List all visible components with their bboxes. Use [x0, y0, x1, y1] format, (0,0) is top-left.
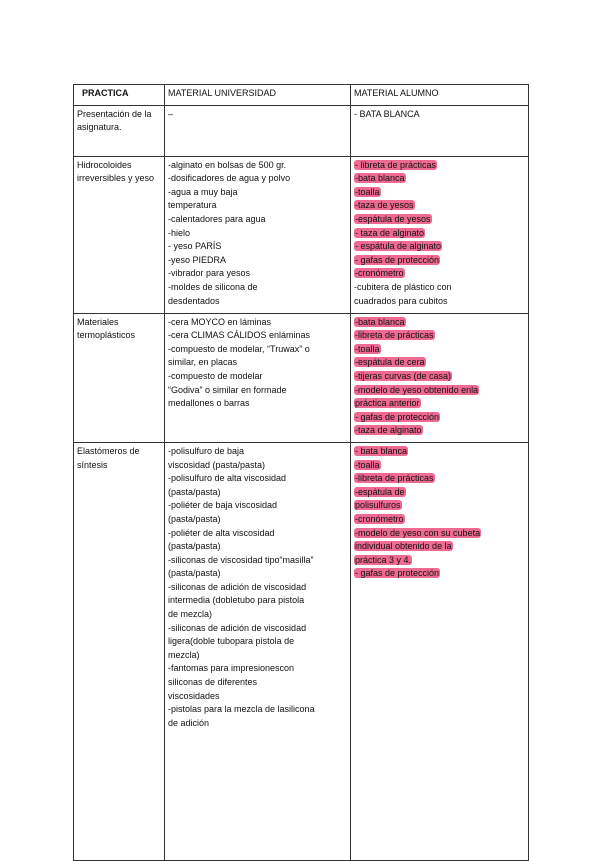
universidad-item: -poliéter de baja viscosidad: [168, 500, 278, 511]
alumno-item: -cubitera de plástico con: [354, 281, 452, 292]
universidad-item: medallones o barras: [168, 398, 250, 409]
alumno-line: [354, 411, 525, 425]
alumno-line: [354, 343, 525, 357]
header-material-universidad: MATERIAL UNIVERSIDAD: [165, 85, 351, 106]
alumno-item-highlighted: individual obtenido de la: [355, 541, 452, 552]
universidad-item: (pasta/pasta): [168, 568, 221, 579]
universidad-item: -fantomas para impresionescon: [168, 663, 295, 674]
cell-practica: [74, 313, 165, 442]
universidad-item: temperatura: [168, 200, 217, 211]
alumno-item-highlighted: -taza de yesos: [355, 200, 414, 211]
universidad-item: -compuesto de modelar: [168, 370, 263, 381]
alumno-line: [354, 499, 525, 513]
universidad-item: mezcla): [168, 649, 200, 660]
alumno-item-highlighted: - gafas de protección: [355, 254, 440, 265]
cell-practica: [74, 156, 165, 313]
cell-material-alumno: [351, 442, 529, 860]
universidad-item: -siliconas de adición de viscosidad: [168, 622, 307, 633]
alumno-item-highlighted: -espátula de cera: [355, 357, 425, 368]
alumno-item-highlighted: -cronómetro: [355, 513, 404, 524]
cell-material-universidad: [165, 105, 351, 156]
table-row: [74, 313, 529, 442]
alumno-line: [354, 267, 525, 281]
universidad-item: -pistolas para la mezcla de lasilicona: [168, 704, 315, 715]
alumno-item-highlighted: -modelo de yeso con su cubeta: [355, 527, 481, 538]
universidad-item: (pasta/pasta): [168, 541, 221, 552]
universidad-item: (pasta/pasta): [168, 513, 221, 524]
universidad-item: -polisulfuro de baja: [168, 445, 245, 456]
alumno-item-highlighted: - taza de alginato: [355, 227, 425, 238]
universidad-item: “Godiva” o similar en formade: [168, 384, 287, 395]
alumno-item-highlighted: -cronómetro: [355, 268, 404, 279]
table-row: [74, 156, 529, 313]
alumno-line: [354, 172, 525, 186]
cell-material-alumno: [351, 313, 529, 442]
alumno-item-highlighted: -libreta de prácticas: [355, 330, 434, 341]
universidad-item: -siliconas de adición de viscosidad: [168, 581, 307, 592]
alumno-line: [354, 281, 525, 295]
table-body: [74, 85, 529, 861]
universidad-item: -poliéter de alta viscosidad: [168, 527, 275, 538]
alumno-line: [354, 356, 525, 370]
alumno-item-highlighted: -bata blanca: [355, 173, 405, 184]
alumno-line: [354, 295, 525, 309]
universidad-item: desdentados: [168, 295, 220, 306]
alumno-line: [354, 159, 525, 173]
universidad-item: -cera CLIMAS CÁLIDOS enláminas: [168, 330, 311, 341]
universidad-item: -polisulfuro de alta viscosidad: [168, 473, 287, 484]
header-practica: PRACTICA: [74, 85, 165, 106]
cell-material-universidad: [165, 442, 351, 860]
alumno-line: [354, 329, 525, 343]
alumno-line: [354, 240, 525, 254]
universidad-item: -cera MOYCO en láminas: [168, 316, 272, 327]
alumno-line: [354, 472, 525, 486]
alumno-line: [354, 459, 525, 473]
alumno-item-highlighted: -toalla: [355, 186, 380, 197]
alumno-item-highlighted: -tijeras curvas (de casa): [355, 370, 452, 381]
universidad-item: -yeso PIEDRA: [168, 254, 227, 265]
universidad-item: - yeso PARÍS: [168, 241, 222, 252]
alumno-line: [354, 445, 525, 459]
practica-line: asignatura.: [77, 122, 122, 133]
universidad-item: -hielo: [168, 227, 191, 238]
universidad-item: -calentadores para agua: [168, 213, 266, 224]
alumno-line: [354, 186, 525, 200]
universidad-item: -vibrador para yesos: [168, 268, 251, 279]
universidad-item: -siliconas de viscosidad tipo“masilla”: [168, 554, 314, 565]
alumno-item-highlighted: - libreta de prácticas: [355, 159, 437, 170]
universidad-item: –: [168, 108, 174, 119]
practica-line: síntesis: [77, 459, 108, 470]
universidad-item: -alginato en bolsas de 500 gr.: [168, 159, 287, 170]
universidad-item: intermedia (dobletubo para pistola: [168, 595, 305, 606]
alumno-item-highlighted: - gafas de protección: [355, 411, 440, 422]
alumno-item-highlighted: -modelo de yeso obtenido enla: [355, 384, 479, 395]
alumno-item-highlighted: -toalla: [355, 459, 380, 470]
universidad-item: -moldes de silicona de: [168, 281, 258, 292]
universidad-item: viscosidad (pasta/pasta): [168, 459, 266, 470]
alumno-item: cuadrados para cubitos: [354, 295, 448, 306]
universidad-item: de adición: [168, 717, 210, 728]
alumno-line: [354, 384, 525, 398]
universidad-item: -agua a muy baja: [168, 186, 238, 197]
universidad-item: similar, en placas: [168, 357, 238, 368]
alumno-item-highlighted: práctica 3 y 4.: [355, 554, 412, 565]
alumno-line: [354, 316, 525, 330]
cell-material-alumno: [351, 105, 529, 156]
cell-material-universidad: [165, 313, 351, 442]
universidad-item: viscosidades: [168, 690, 220, 701]
alumno-item-highlighted: polisulfuros: [355, 500, 401, 511]
alumno-item-highlighted: - gafas de protección: [355, 568, 440, 579]
alumno-line: [354, 370, 525, 384]
alumno-line: [354, 486, 525, 500]
practica-line: Materiales: [77, 316, 119, 327]
header-material-alumno: MATERIAL ALUMNO: [351, 85, 529, 106]
alumno-item-highlighted: -espátula de: [355, 486, 405, 497]
alumno-line: [354, 227, 525, 241]
alumno-line: [354, 213, 525, 227]
practica-line: termoplásticos: [77, 330, 136, 341]
table-row: [74, 105, 529, 156]
universidad-item: ligera(doble tubopara pistola de: [168, 636, 295, 647]
universidad-item: -compuesto de modelar, “Truwax” o: [168, 343, 310, 354]
universidad-item: siliconas de diferentes: [168, 677, 258, 688]
practica-line: Presentación de la: [77, 108, 152, 119]
header-row: [74, 85, 529, 106]
alumno-line: [354, 554, 525, 568]
table-row: [74, 442, 529, 860]
alumno-line: [354, 108, 525, 122]
alumno-item-highlighted: -toalla: [355, 343, 380, 354]
alumno-line: [354, 540, 525, 554]
universidad-item: (pasta/pasta): [168, 486, 221, 497]
alumno-item-highlighted: práctica anterior: [355, 398, 420, 409]
cell-practica: [74, 105, 165, 156]
universidad-item: -dosificadores de agua y polvo: [168, 173, 291, 184]
practicas-table: [73, 84, 529, 861]
cell-practica: [74, 442, 165, 860]
alumno-item-highlighted: -taza de alginato: [355, 425, 422, 436]
practica-line: Elastómeros de: [77, 445, 140, 456]
alumno-line: [354, 513, 525, 527]
practica-line: irreversibles y yeso: [77, 173, 155, 184]
alumno-line: [354, 199, 525, 213]
cell-material-alumno: [351, 156, 529, 313]
alumno-line: [354, 254, 525, 268]
alumno-item: - BATA BLANCA: [354, 108, 420, 119]
alumno-item-highlighted: -libreta de prácticas: [355, 473, 434, 484]
alumno-item-highlighted: - bata blanca: [355, 445, 408, 456]
cell-material-universidad: [165, 156, 351, 313]
alumno-line: [354, 567, 525, 581]
alumno-item-highlighted: -espátula de yesos: [355, 213, 431, 224]
alumno-item-highlighted: -bata blanca: [355, 316, 405, 327]
alumno-line: [354, 527, 525, 541]
alumno-item-highlighted: - espátula de alginato: [355, 241, 442, 252]
universidad-item: de mezcla): [168, 609, 213, 620]
alumno-line: [354, 397, 525, 411]
alumno-line: [354, 424, 525, 438]
practica-line: Hidrocoloides: [77, 159, 132, 170]
